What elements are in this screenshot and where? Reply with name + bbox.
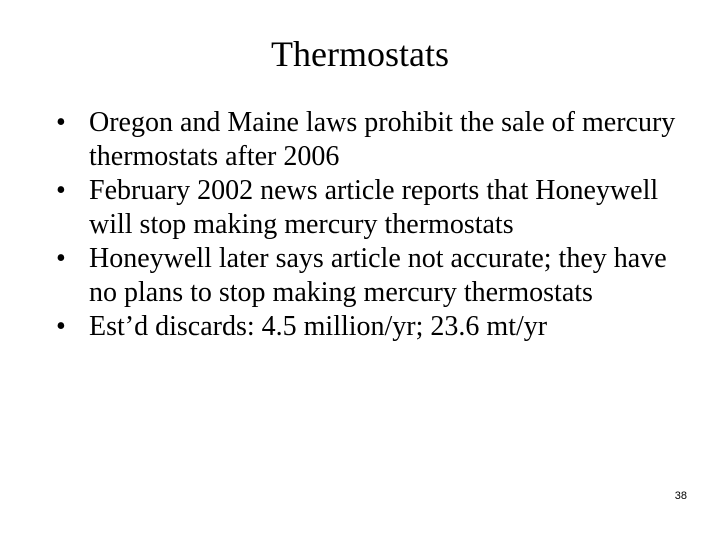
bullet-text: Est’d discards: 4.5 million/yr; 23.6 mt/yr [89, 311, 548, 342]
bullet-item [56, 310, 676, 344]
slide-title: Thermostats [271, 34, 449, 74]
page-number: 38 [674, 490, 687, 502]
bullet-text: Honeywell later says article not accurate; they have no plans to stop making mercury thermostats [89, 243, 667, 308]
bullet-dot-icon: • [56, 311, 66, 342]
bullet-item [56, 106, 676, 174]
bullet-dot-icon: • [56, 243, 66, 274]
bullet-dot-icon: • [56, 107, 66, 138]
bullet-text: February 2002 news article reports that Honeywell will stop making mercury thermostats [89, 175, 659, 240]
bullet-item [56, 242, 676, 310]
bullet-dot-icon: • [56, 175, 66, 206]
bullet-text: Oregon and Maine laws prohibit the sale of mercury thermostats after 2006 [89, 107, 676, 172]
bullet-item [56, 174, 676, 242]
bullet-list [56, 106, 676, 344]
